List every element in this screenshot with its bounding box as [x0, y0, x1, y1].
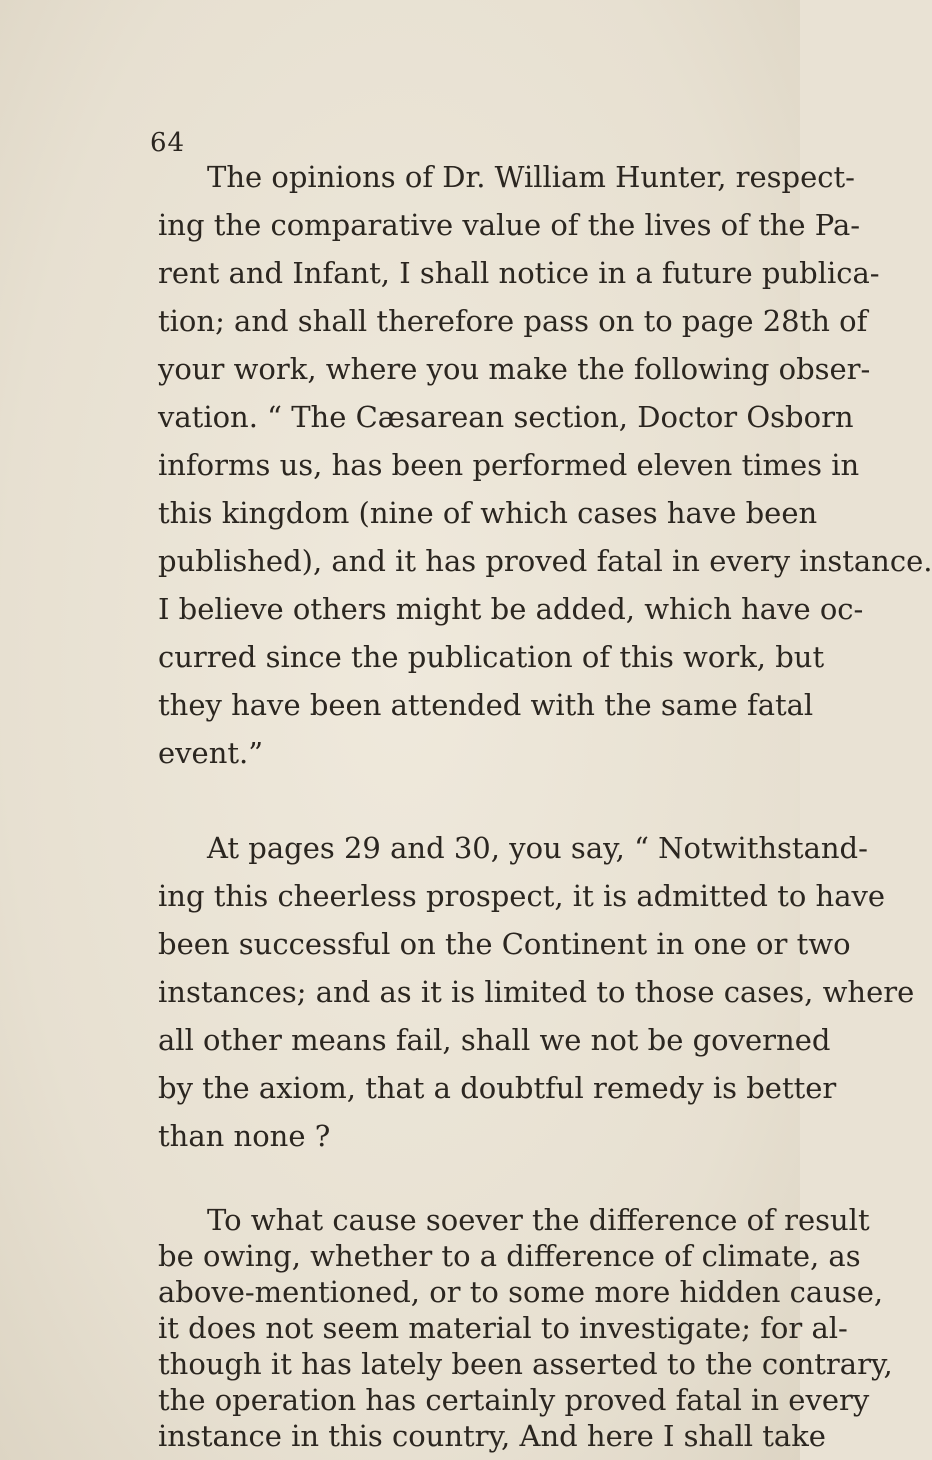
text-line: all other means fail, shall we not be governed: [158, 1023, 831, 1057]
text-line: they have been attended with the same fatal: [158, 688, 814, 722]
text-line: The opinions of Dr. William Hunter, respect-: [207, 160, 855, 194]
text-line: this kingdom (nine of which cases have been: [158, 496, 818, 530]
text-line: be owing, whether to a difference of climate, as: [158, 1239, 861, 1273]
text-line: I believe others might be added, which have oc-: [158, 592, 864, 626]
text-line: than none ?: [158, 1119, 331, 1153]
text-line: At pages 29 and 30, you say, “ Notwithstand-: [207, 831, 868, 865]
text-line: informs us, has been performed eleven times in: [158, 448, 860, 482]
text-line: though it has lately been asserted to the contrary,: [158, 1347, 893, 1381]
text-line: instance in this country, And here I shall take: [158, 1419, 826, 1453]
text-line: tion; and shall therefore pass on to page 28th of: [158, 304, 868, 338]
text-line: curred since the publication of this work, but: [158, 640, 825, 674]
page-number: 64: [150, 128, 186, 158]
text-line: ing this cheerless prospect, it is admitted to have: [158, 879, 886, 913]
text-line: been successful on the Continent in one or two: [158, 927, 851, 961]
text-line: To what cause soever the difference of result: [207, 1203, 870, 1237]
text-line: your work, where you make the following obser-: [158, 352, 871, 386]
text-line: ing the comparative value of the lives of the Pa-: [158, 208, 861, 242]
text-line: by the axiom, that a doubtful remedy is better: [158, 1071, 837, 1105]
text-line: above-mentioned, or to some more hidden cause,: [158, 1275, 884, 1309]
text-line: it does not seem material to investigate; for al-: [158, 1311, 848, 1345]
text-line: rent and Infant, I shall notice in a future publica-: [158, 256, 880, 290]
text-line: event.”: [158, 736, 264, 770]
text-line: the operation has certainly proved fatal in every: [158, 1383, 870, 1417]
text-line: vation. “ The Cæsarean section, Doctor Osborn: [158, 400, 854, 434]
text-line: instances; and as it is limited to those cases, where: [158, 975, 915, 1009]
text-line: published), and it has proved fatal in every instance.: [158, 544, 932, 578]
